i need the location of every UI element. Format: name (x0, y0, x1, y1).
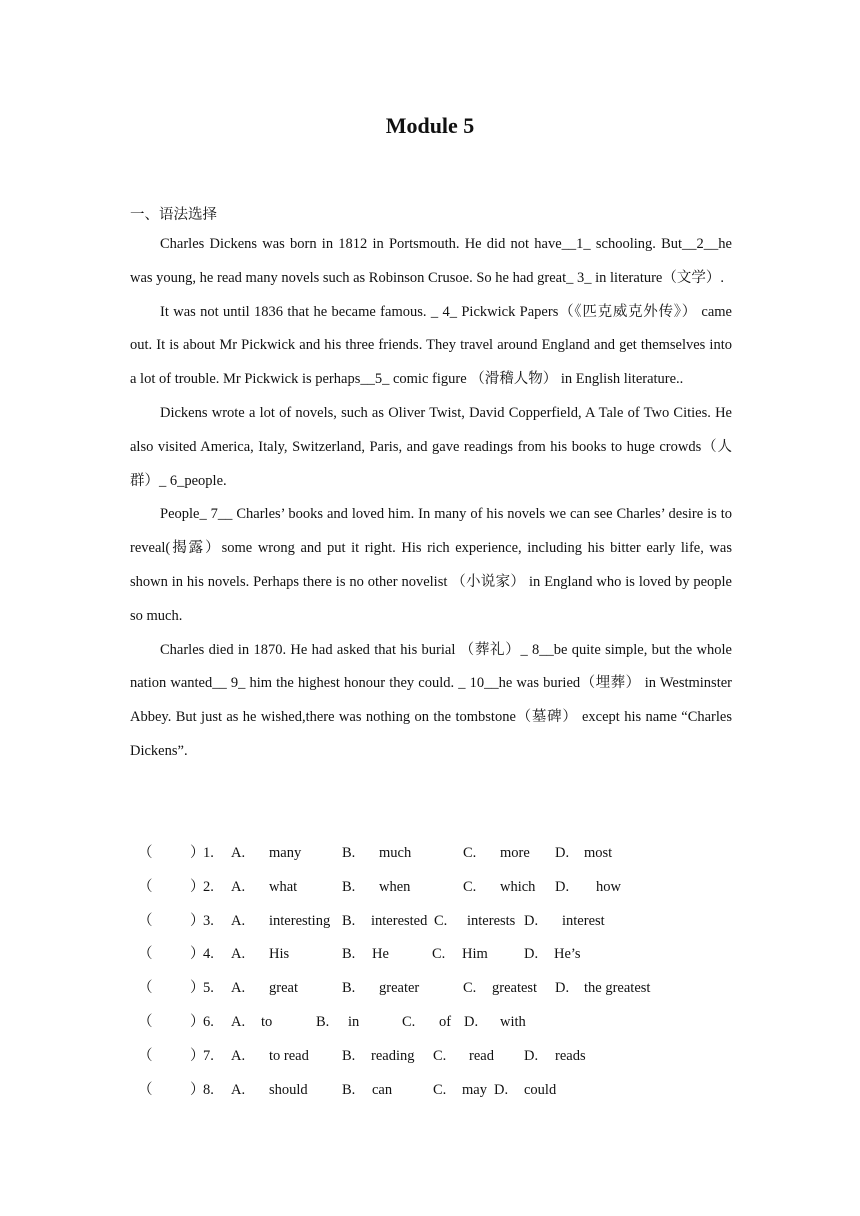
page-title: Module 5 (385, 113, 475, 138)
option-d-text: how (596, 878, 621, 895)
option-c-label: C. (402, 1013, 416, 1030)
option-d-text: most (584, 845, 613, 861)
option-d-text: He’s (554, 946, 581, 963)
option-c-text: more (500, 845, 530, 861)
option-d-text: the greatest (584, 980, 651, 997)
option-d-text: interest (562, 912, 605, 929)
option-a-text: should (269, 1081, 308, 1098)
option-b-label: B. (342, 980, 356, 997)
option-b-label: B. (342, 912, 356, 929)
option-a-text: great (269, 980, 298, 997)
option-b-text: can (372, 1081, 393, 1098)
option-c-label: C. (463, 980, 477, 997)
option-b-label: B. (342, 1081, 356, 1098)
question-row (130, 871, 732, 905)
answer-paren-open: （ (138, 980, 153, 997)
option-a-label: A. (231, 1013, 246, 1030)
option-d-label: D. (464, 1013, 479, 1030)
option-d-label: D. (524, 912, 539, 929)
question-row (130, 1040, 732, 1074)
question-row (130, 1074, 732, 1108)
passage-paragraph: People_ 7__ Charles’ books and loved him. In many of his novels we can see Charles’ desire is to reveal(揭露）some wrong and put it right. His rich experience, including his bitter early life, was shown in his novels. Perhaps there is no other novelist （小说家） in England who is loved by people so much. (130, 506, 732, 624)
answer-paren-close: ） (190, 878, 205, 895)
option-d-text: with (500, 1013, 526, 1030)
option-d-label: D. (494, 1081, 509, 1098)
option-a-label: A. (231, 980, 246, 997)
option-c-label: C. (463, 878, 477, 895)
question-row (130, 938, 732, 972)
option-a-text: what (269, 878, 298, 895)
question-row (130, 905, 732, 939)
option-c-text: may (462, 1081, 487, 1098)
option-b-text: reading (371, 1047, 415, 1064)
option-c-label: C. (433, 1047, 447, 1064)
option-a-text: to (261, 1013, 273, 1030)
question-number: 2. (203, 878, 214, 895)
option-c-text: which (500, 878, 536, 895)
option-a-label: A. (231, 1081, 246, 1098)
option-b-text: interested (371, 912, 428, 929)
option-d-text: reads (555, 1047, 586, 1064)
option-c-label: C. (463, 845, 477, 861)
passage-paragraph: It was not until 1836 that he became famous. _ 4_ Pickwick Papers（《匹克威克外传》） came out. It is about Mr Pickwick and his three friends. They travel around England and get themselves into a lot of trouble. Mr Pickwick is perhaps__5_ comic figure （滑稽人物） in English literature.. (130, 303, 732, 388)
option-c-text: of (439, 1013, 452, 1030)
answer-paren-open: （ (138, 912, 153, 929)
question-row (130, 837, 732, 871)
question-number: 1. (203, 845, 214, 861)
option-b-label: B. (342, 1047, 356, 1064)
option-c-text: greatest (492, 980, 538, 997)
option-d-text: could (524, 1081, 557, 1098)
option-a-label: A. (231, 1047, 246, 1064)
question-row (130, 1006, 732, 1040)
option-b-label: B. (342, 878, 356, 895)
answer-paren-close: ） (190, 946, 205, 963)
question-number: 5. (203, 980, 214, 997)
option-b-text: greater (379, 980, 420, 997)
answer-paren-close: ） (190, 980, 205, 997)
passage-paragraph: Dickens wrote a lot of novels, such as Oliver Twist, David Copperfield, A Tale of Two Cities. He also visited America, Italy, Switzerland, Paris, and gave readings from his books to huge crowds（人群）_ 6_people. (130, 404, 732, 489)
question-number: 8. (203, 1081, 214, 1098)
question-number: 6. (203, 1013, 214, 1030)
option-a-text: interesting (269, 912, 331, 929)
option-c-text: interests (467, 912, 516, 929)
reading-passage (130, 228, 732, 769)
passage-paragraph: Charles died in 1870. He had asked that his burial （葬礼）_ 8__be quite simple, but the whole nation wanted__ 9_ him the highest honour they could. _ 10__he was buried（埋葬） in Westminster Abbey. But just as he wished,there was nothing on the tombstone（墓碑） except his name “Charles Dickens”. (130, 641, 732, 759)
option-b-label: B. (316, 1013, 330, 1030)
answer-paren-open: （ (138, 1081, 153, 1098)
option-c-text: Him (462, 946, 488, 963)
option-a-text: many (269, 845, 302, 861)
option-b-label: B. (342, 845, 356, 861)
answer-paren-close: ） (190, 845, 205, 861)
option-b-text: He (372, 946, 389, 963)
option-b-text: much (379, 845, 412, 861)
option-a-label: A. (231, 878, 246, 895)
answer-paren-open: （ (138, 1013, 153, 1030)
option-a-text: to read (269, 1047, 309, 1064)
answer-paren-open: （ (138, 845, 153, 861)
question-list (130, 837, 732, 1107)
question-number: 7. (203, 1047, 214, 1064)
option-a-text: His (269, 946, 290, 963)
passage-paragraph: Charles Dickens was born in 1812 in Portsmouth. He did not have__1_ schooling. But__2__he was young, he read many novels such as Robinson Crusoe. So he had great_ 3_ in literature（文学）. (130, 236, 732, 286)
question-number: 4. (203, 946, 214, 963)
answer-paren-open: （ (138, 878, 153, 895)
question-row (130, 972, 732, 1006)
answer-paren-open: （ (138, 1047, 153, 1064)
option-c-label: C. (432, 946, 446, 963)
section-heading: 一、语法选择 (130, 207, 217, 223)
option-c-label: C. (434, 912, 448, 929)
option-b-label: B. (342, 946, 356, 963)
option-a-label: A. (231, 845, 246, 861)
option-c-text: read (469, 1047, 494, 1064)
answer-paren-close: ） (190, 1081, 205, 1098)
option-d-label: D. (555, 845, 570, 861)
option-a-label: A. (231, 912, 246, 929)
option-d-label: D. (555, 980, 570, 997)
option-d-label: D. (524, 1047, 539, 1064)
answer-paren-close: ） (190, 1013, 205, 1030)
option-d-label: D. (555, 878, 570, 895)
answer-paren-open: （ (138, 946, 153, 963)
option-b-text: in (348, 1013, 360, 1030)
option-c-label: C. (433, 1081, 447, 1098)
answer-paren-close: ） (190, 1047, 205, 1064)
answer-paren-close: ） (190, 912, 205, 929)
option-b-text: when (379, 878, 411, 895)
question-number: 3. (203, 912, 214, 929)
option-a-label: A. (231, 946, 246, 963)
option-d-label: D. (524, 946, 539, 963)
